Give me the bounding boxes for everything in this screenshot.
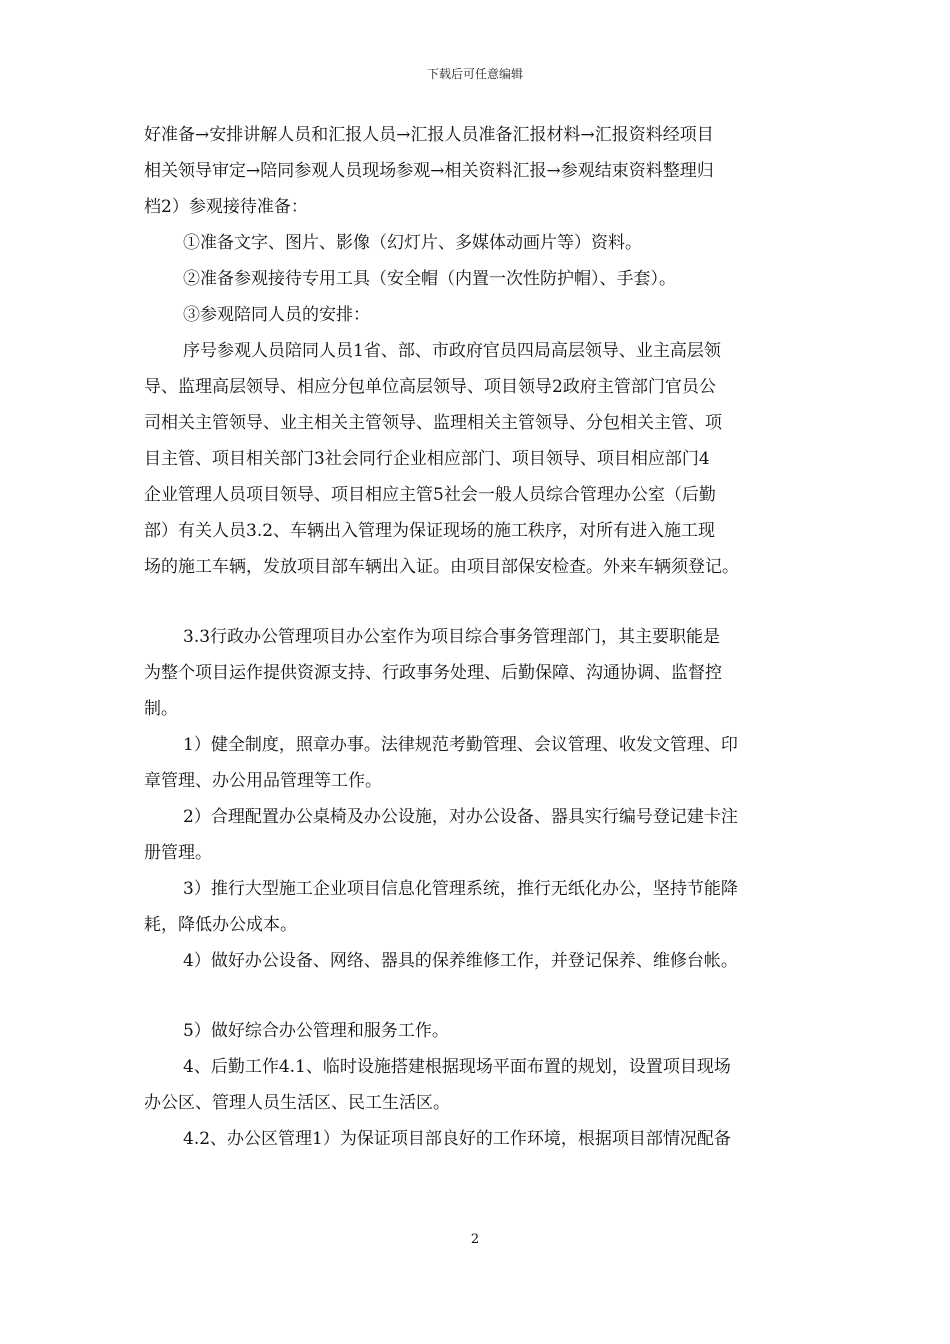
paragraph-gap bbox=[144, 979, 824, 1013]
text-line: 3.3行政办公管理项目办公室作为项目综合事务管理部门，其主要职能是 bbox=[183, 627, 721, 647]
text-line: 4、后勤工作4.1、临时设施搭建根据现场平面布置的规划，设置项目现场 bbox=[183, 1057, 731, 1077]
text-line: 4）做好办公设备、网络、器具的保养维修工作，并登记保养、维修台帐。 bbox=[183, 951, 738, 971]
text-line: ③参观陪同人员的安排： bbox=[183, 305, 370, 325]
text-line: 企业管理人员项目领导、项目相应主管5社会一般人员综合管理办公室（后勤 bbox=[144, 485, 716, 505]
paragraph-gap bbox=[144, 585, 824, 619]
text-line: 好准备→安排讲解人员和汇报人员→汇报人员准备汇报材料→汇报资料经项目 bbox=[144, 125, 714, 145]
text-line: 司相关主管领导、业主相关主管领导、监理相关主管领导、分包相关主管、项 bbox=[144, 413, 722, 433]
text-line: 2）合理配置办公桌椅及办公设施，对办公设备、器具实行编号登记建卡注 bbox=[183, 807, 738, 827]
page-number: 2 bbox=[470, 1232, 480, 1247]
text-line: 相关领导审定→陪同参观人员现场参观→相关资料汇报→参观结束资料整理归 bbox=[144, 161, 714, 181]
text-line: 档2）参观接待准备： bbox=[144, 197, 308, 217]
document-body bbox=[144, 117, 824, 1157]
text-line: 目主管、项目相关部门3社会同行企业相应部门、项目领导、项目相应部门4 bbox=[144, 449, 710, 469]
text-line: 章管理、办公用品管理等工作。 bbox=[144, 771, 382, 791]
text-line: 5）做好综合办公管理和服务工作。 bbox=[183, 1021, 449, 1041]
text-line: ②准备参观接待专用工具（安全帽（内置一次性防护帽）、手套）。 bbox=[183, 269, 676, 289]
text-line: 4.2、办公区管理1）为保证项目部良好的工作环境，根据项目部情况配备 bbox=[183, 1129, 731, 1149]
text-line: 3）推行大型施工企业项目信息化管理系统，推行无纸化办公，坚持节能降 bbox=[183, 879, 738, 899]
text-line: 册管理。 bbox=[144, 843, 212, 863]
text-line: 耗，降低办公成本。 bbox=[144, 915, 297, 935]
text-line: 为整个项目运作提供资源支持、行政事务处理、后勤保障、沟通协调、监督控 bbox=[144, 663, 722, 683]
text-line: 办公区、管理人员生活区、民工生活区。 bbox=[144, 1093, 450, 1113]
text-line: 场的施工车辆，发放项目部车辆出入证。由项目部保安检查。外来车辆须登记。 bbox=[144, 557, 739, 577]
text-line: ①准备文字、图片、影像（幻灯片、多媒体动画片等）资料。 bbox=[183, 233, 642, 253]
text-line: 部）有关人员3.2、车辆出入管理为保证现场的施工秩序，对所有进入施工现 bbox=[144, 521, 716, 541]
text-line: 制。 bbox=[144, 699, 178, 719]
text-line: 序号参观人员陪同人员1省、部、市政府官员四局高层领导、业主高层领 bbox=[183, 341, 721, 361]
text-line: 导、监理高层领导、相应分包单位高层领导、项目领导2政府主管部门官员公 bbox=[144, 377, 716, 397]
page-header: 下载后可任意编辑 bbox=[426, 67, 523, 81]
text-line: 1）健全制度，照章办事。法律规范考勤管理、会议管理、收发文管理、印 bbox=[183, 735, 738, 755]
